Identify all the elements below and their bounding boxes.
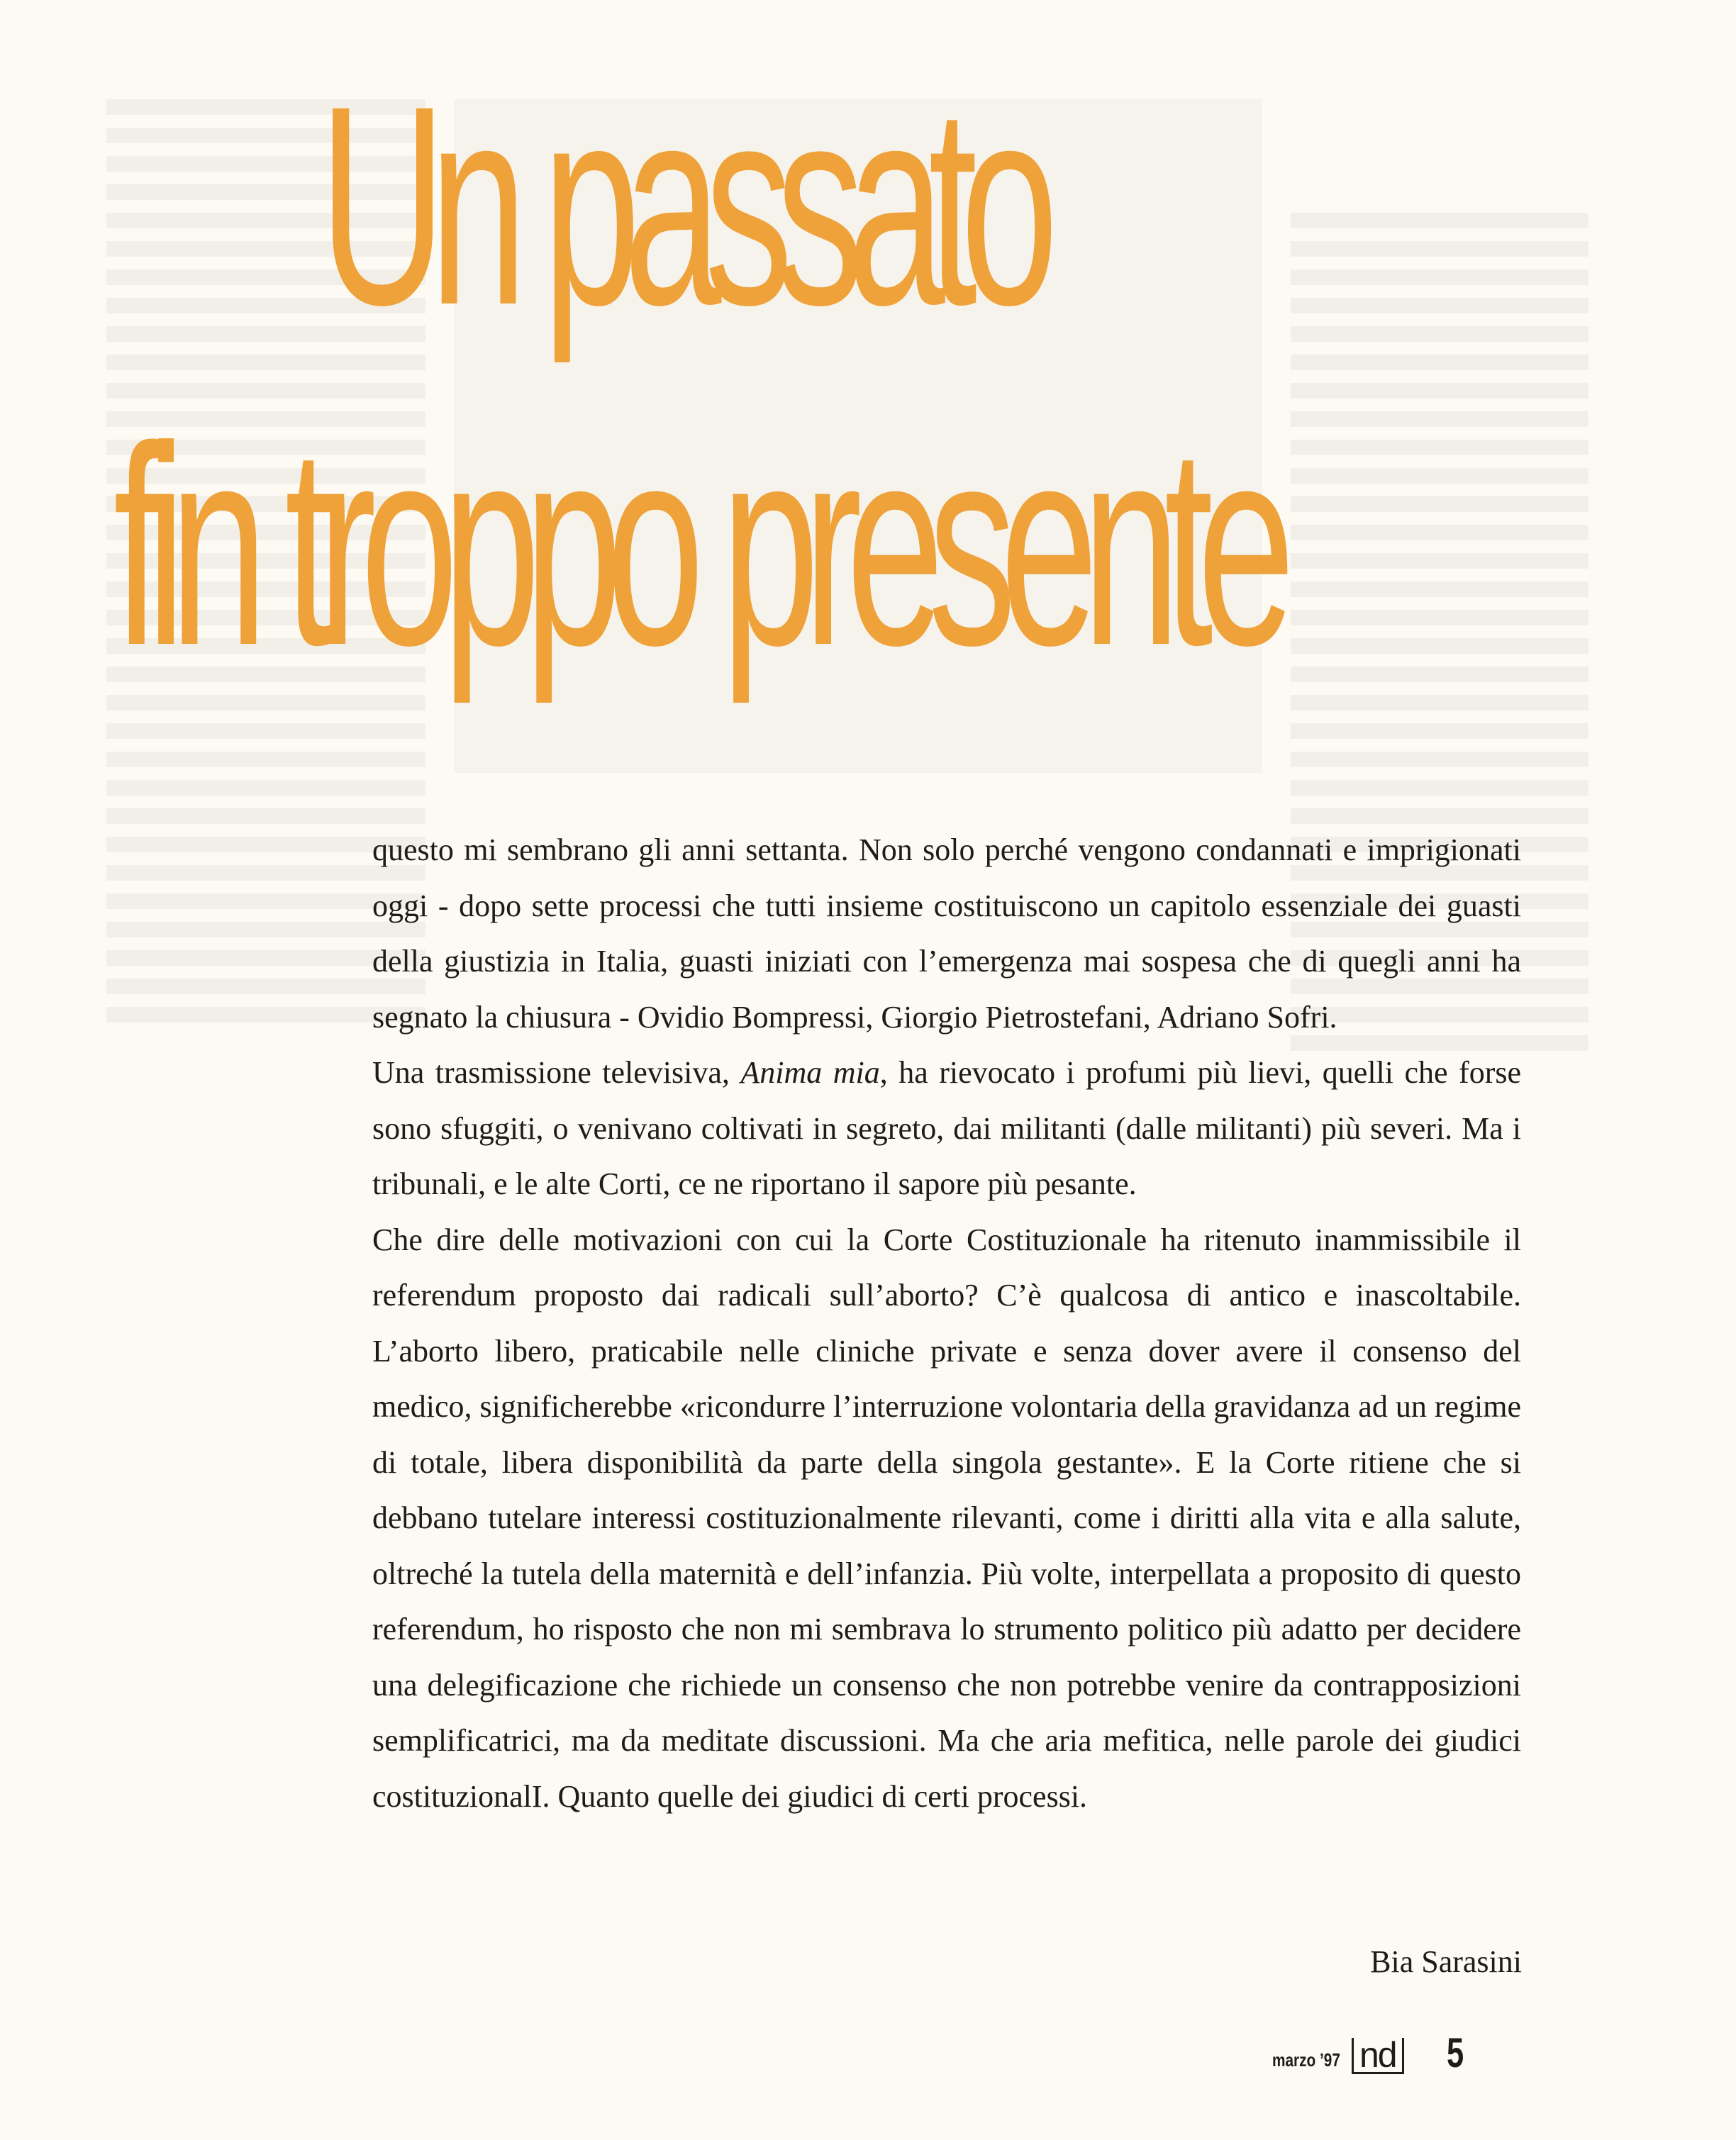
author-signature: Bia Sarasini: [1370, 1944, 1522, 1979]
magazine-logo: nd: [1352, 2038, 1404, 2074]
headline-line-1: Un passato: [319, 47, 1042, 364]
issue-date: marzo ’97: [1272, 2049, 1340, 2071]
program-title: Anima mia: [740, 1055, 880, 1090]
paragraph-2-end: , ha rievocato i profumi più lievi, quelli che forse sono sfuggiti, o venivano coltivati in segreto, dai militanti (dalle militanti) più severi. Ma i tribunali, e le alte Corti, ce ne riportano il sapore più pesante.: [372, 1055, 1521, 1201]
page-number: 5: [1446, 2030, 1464, 2076]
paragraph-1: questo mi sembrano gli anni settanta. Non solo perché vengono condannati e imprigionati oggi - dopo sette processi che tutti insieme costituiscono un capitolo essenziale dei guasti della giustizia in Italia, guasti iniziati con l’emergenza mai sospesa che di quegli anni ha segnato la chiusura - Ovidio Bompressi, Giorgio Pietrostefani, Adriano Sofri.: [372, 832, 1521, 1035]
article-headline: [106, 47, 1631, 704]
article-body: [372, 823, 1521, 1824]
paragraph-2-start: Una trasmissione televisiva,: [372, 1055, 741, 1090]
paragraph-3: Che dire delle motivazioni con cui la Corte Costituzionale ha ritenuto inammissibile il referendum proposto dai radicali sull’aborto? C’è qualcosa di antico e inascoltabile. L’aborto libero, praticabile nelle cliniche private e senza dover avere il consenso del medico, significherebbe «ricondurre l’interruzione volontaria della gravidanza ad un regime di totale, libera disponibilità da parte della singola gestante». E la Corte ritiene che si debbano tutelare interessi costituzionalmente rilevanti, come i diritti alla vita e alla salute, oltreché la tutela della maternità e dell’infanzia. Più volte, interpellata a proposito di questo referendum, ho risposto che non mi sembrava lo strumento politico più adatto per decidere una delegificazione che richiede un consenso che non potrebbe venire da contrapposizioni semplificatrici, ma da meditate discussioni. Ma che aria mefitica, nelle parole dei giudici costituzionalI. Quanto quelle dei giudici di certi processi.: [372, 1222, 1521, 1814]
headline-line-2: fin troppo presente: [113, 387, 1279, 704]
page-footer: [1255, 2024, 1469, 2074]
paragraph-2: [372, 1045, 1521, 1213]
